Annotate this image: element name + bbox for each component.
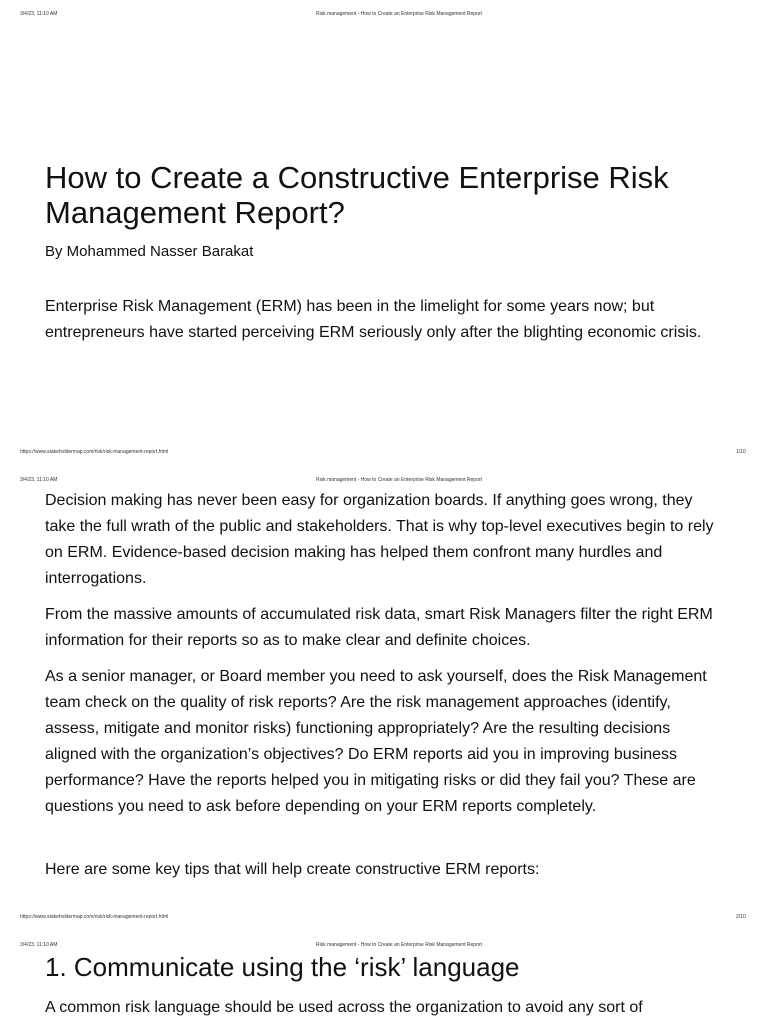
print-header-datetime: 3/4/23, 11:10 AM bbox=[20, 942, 58, 948]
section-heading: 1. Communicate using the ‘risk’ language bbox=[45, 952, 520, 982]
body-paragraph: As a senior manager, or Board member you need to ask yourself, does the Risk Management team check on the quality of risk reports? Are the risk management approaches (identify, assess, mitigate and monitor risks) functioning appropriately? Are the resulting decisions aligned with the organization’s objectives? Do ERM reports aid you in improving business performance? Have the reports helped you in mitigating risks or did they fail you? These are questions you need to ask before depending on your ERM reports completely. bbox=[45, 668, 707, 815]
body-paragraph: Decision making has never been easy for organization boards. If anything goes wrong, they take the full wrath of the public and stakeholders. That is why top-level executives begin to rely on ERM. Evidence-based decision making has helped them confront many hurdles and interrogations. bbox=[45, 492, 714, 587]
print-header-title: Risk management - How to Create an Enterprise Risk Management Report bbox=[316, 477, 482, 483]
print-footer-page: 1/10 bbox=[736, 449, 746, 455]
article-byline: By Mohammed Nasser Barakat bbox=[45, 243, 254, 260]
print-header-datetime: 3/4/23, 11:10 AM bbox=[20, 477, 58, 483]
print-header-title: Risk management - How to Create an Enterprise Risk Management Report bbox=[316, 942, 482, 948]
body-paragraph: Here are some key tips that will help create constructive ERM reports: bbox=[45, 861, 540, 878]
article-title: How to Create a Constructive Enterprise Risk Management Report? bbox=[45, 160, 669, 230]
print-footer-url: https://www.stakeholdermap.com/risk/risk-management-report.html bbox=[20, 914, 169, 920]
print-header-datetime: 3/4/23, 11:10 AM bbox=[20, 11, 58, 17]
print-footer-url: https://www.stakeholdermap.com/risk/risk-management-report.html bbox=[20, 449, 169, 455]
section-paragraph: A common risk language should be used across the organization to avoid any sort of bbox=[45, 999, 643, 1016]
print-header-title: Risk management - How to Create an Enterprise Risk Management Report bbox=[316, 11, 482, 17]
body-paragraph: From the massive amounts of accumulated risk data, smart Risk Managers filter the right ERM information for their reports so as to make clear and definite choices. bbox=[45, 606, 713, 649]
intro-paragraph: Enterprise Risk Management (ERM) has been in the limelight for some years now; but entrepreneurs have started perceiving ERM seriously only after the blighting economic crisis. bbox=[45, 298, 702, 341]
print-footer-page: 2/10 bbox=[736, 914, 746, 920]
